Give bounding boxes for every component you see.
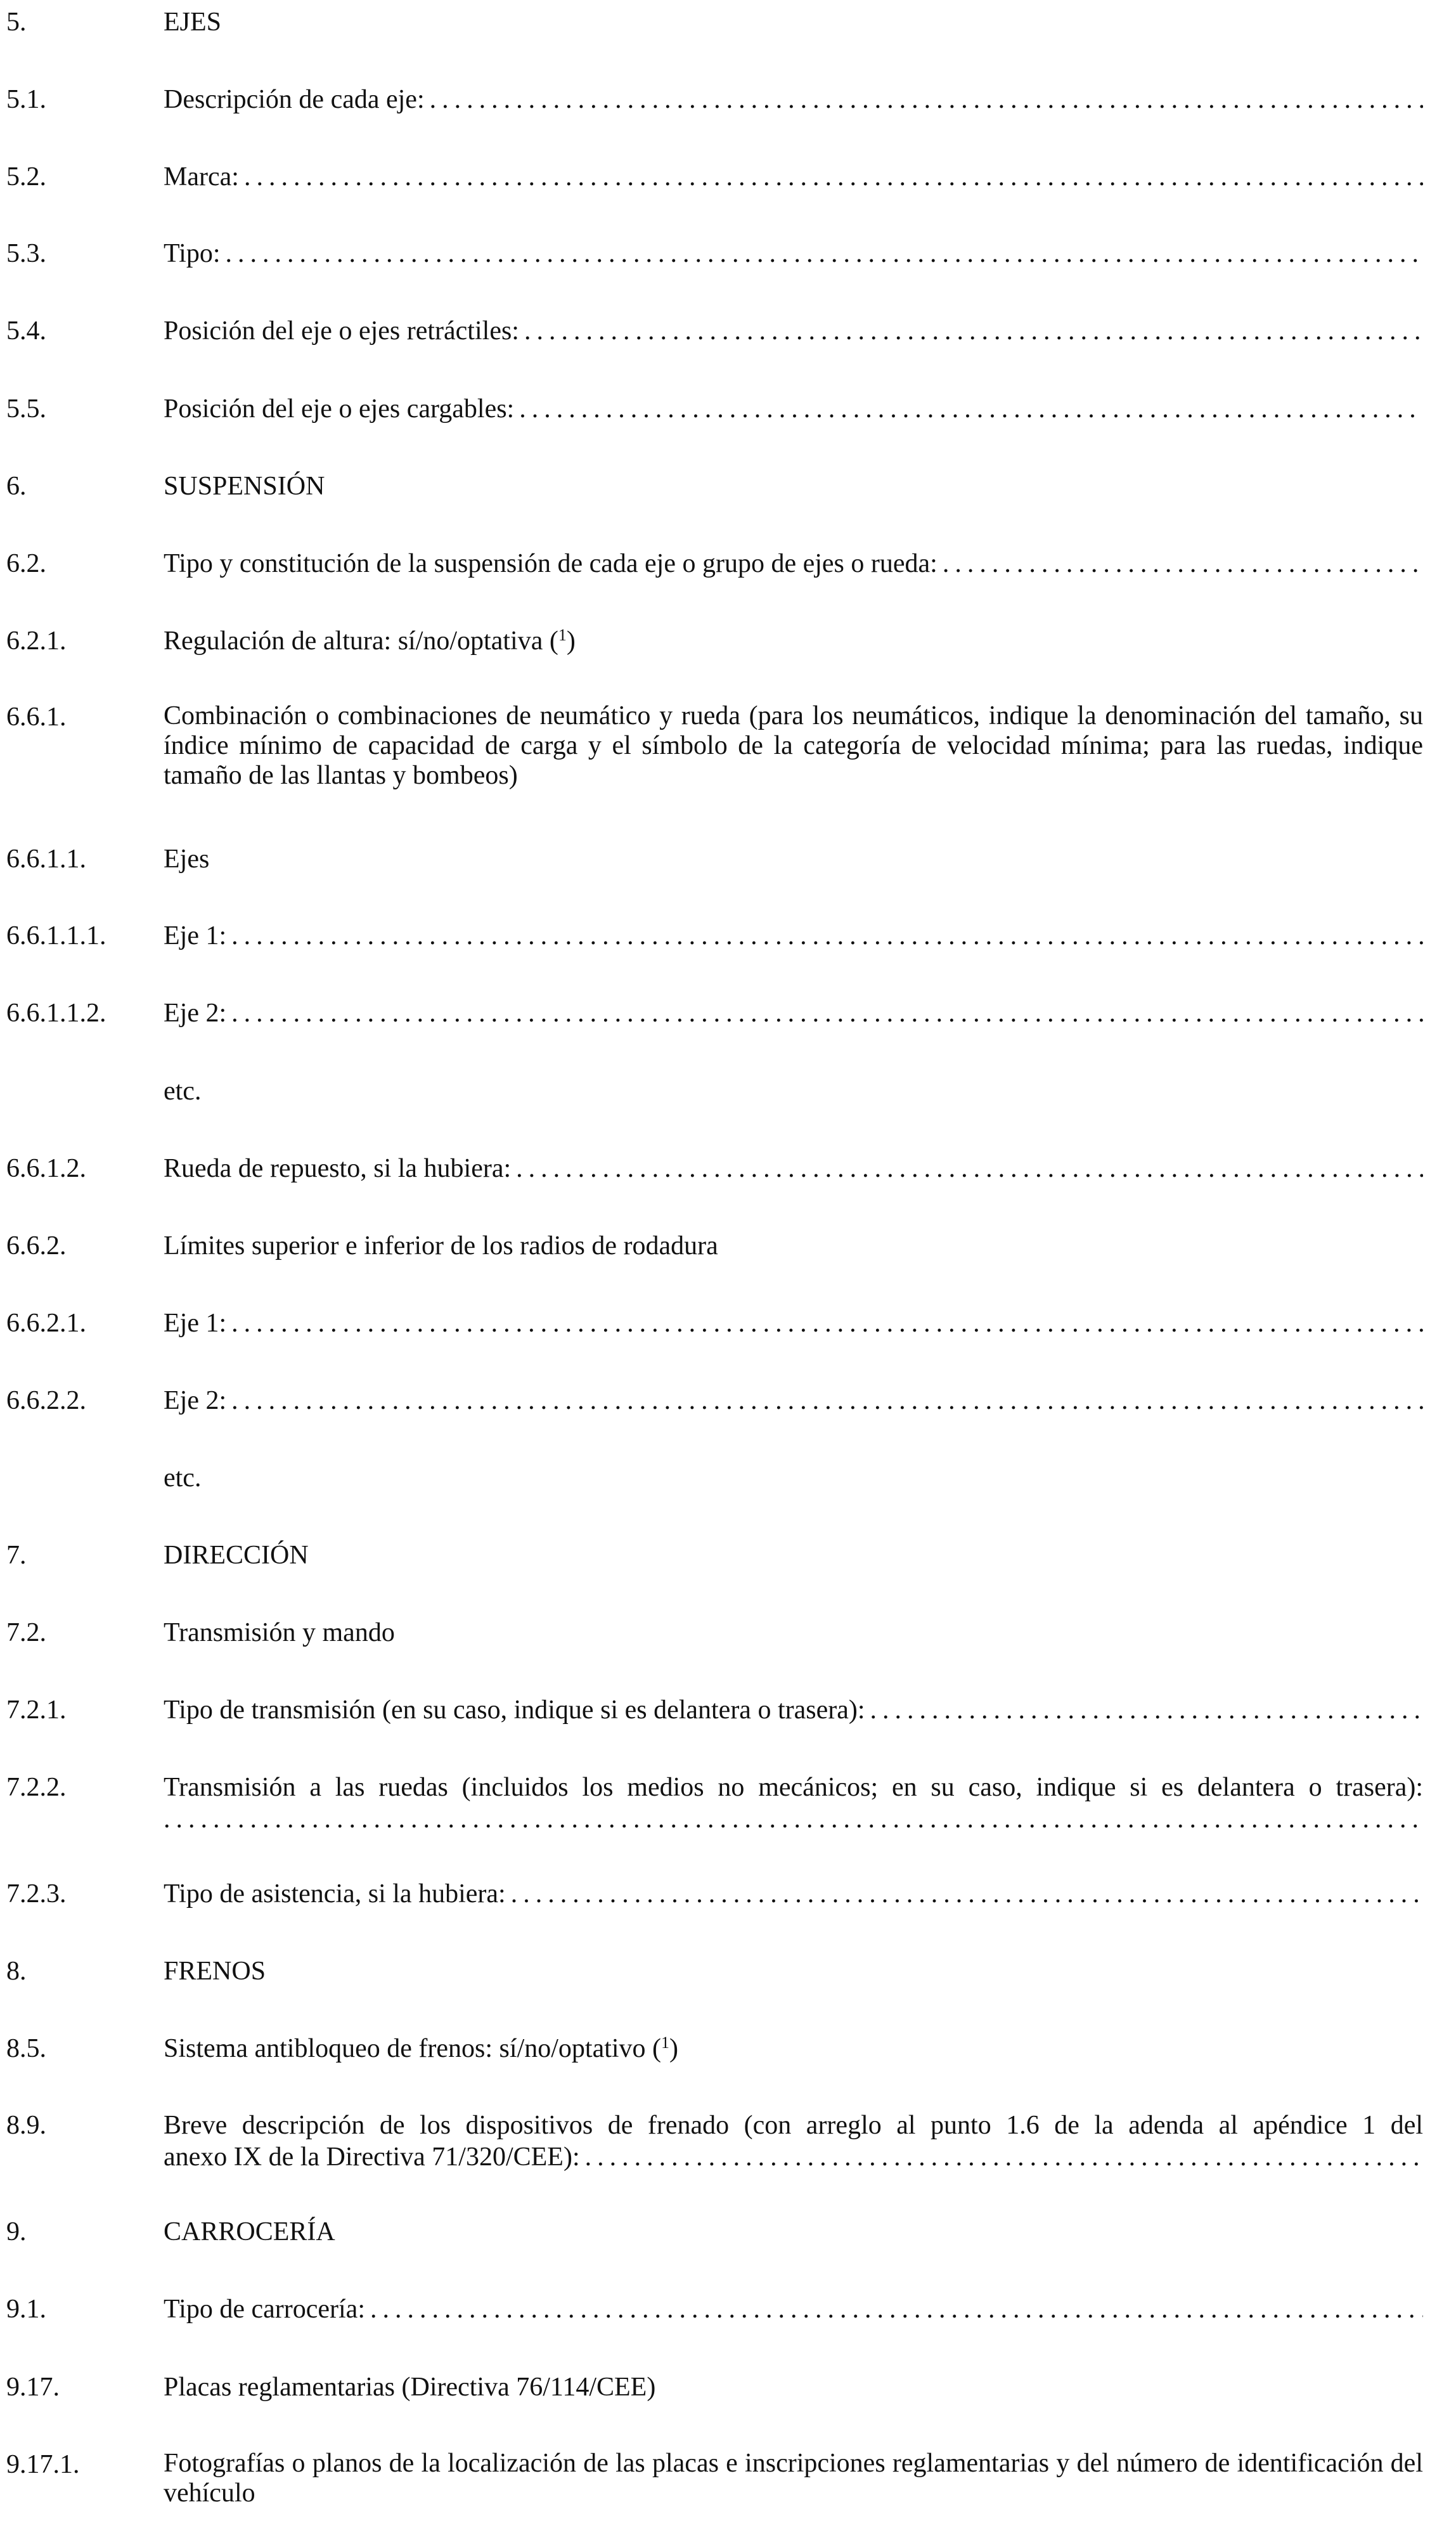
item-label: Tipo y constitución de la suspensión de cada eje o grupo de ejes o rueda: xyxy=(164,549,937,578)
item-text: etc. xyxy=(164,1463,202,1493)
item-number: 9.17.1. xyxy=(6,2450,80,2479)
form-line xyxy=(6,1385,1423,1416)
item-label-continued: anexo IX de la Directiva 71/320/CEE): xyxy=(164,2142,580,2172)
item-text: DIRECCIÓN xyxy=(164,1541,309,1570)
form-line xyxy=(6,1153,1423,1184)
item-number: 6.2. xyxy=(6,549,46,578)
item-number: 6.6.1.2. xyxy=(6,1154,86,1183)
item-number: 6.6.1. xyxy=(6,703,67,732)
item-label: Descripción de cada eje: xyxy=(164,85,425,114)
dotted-fill-line xyxy=(585,2141,1423,2173)
dotted-fill-line xyxy=(231,1307,1423,1339)
dotted-fill-line xyxy=(870,1694,1423,1726)
item-label: Transmisión a las ruedas (incluidos los medios no mecánicos; en su caso, indique si es delantera o trasera): xyxy=(164,1773,1423,1802)
section-heading-frenos xyxy=(6,1955,1423,1987)
item-number: 5.4. xyxy=(6,316,46,346)
dotted-fill-line xyxy=(244,161,1423,193)
form-line xyxy=(6,238,1423,269)
form-line xyxy=(6,1075,1423,1107)
item-number: 6.6.2.1. xyxy=(6,1309,86,1338)
item-number: 5.5. xyxy=(6,394,46,424)
section-heading-direccion xyxy=(6,1539,1423,1571)
item-number: 8.9. xyxy=(6,2111,46,2140)
form-line xyxy=(6,2110,1423,2173)
item-label: Sistema antibloqueo de frenos: sí/no/optativo ( xyxy=(164,2034,662,2063)
item-number: 9.1. xyxy=(6,2295,46,2324)
form-line xyxy=(6,843,1423,875)
dotted-fill-line xyxy=(430,84,1423,115)
item-number: 5.1. xyxy=(6,85,46,114)
form-line xyxy=(6,1878,1423,1910)
form-line xyxy=(6,393,1423,425)
item-text: Límites superior e inferior de los radios de rodadura xyxy=(164,1231,718,1261)
item-text: EJES xyxy=(164,8,222,37)
item-number: 6. xyxy=(6,472,27,501)
item-number: 7.2. xyxy=(6,1618,46,1647)
form-line xyxy=(6,1694,1423,1726)
form-line xyxy=(6,1307,1423,1339)
item-text: Ejes xyxy=(164,845,210,874)
dotted-fill-line xyxy=(943,548,1423,580)
form-line xyxy=(6,1772,1423,1835)
item-text: Transmisión y mando xyxy=(164,1618,395,1647)
form-paragraph xyxy=(6,2449,1423,2512)
form-line xyxy=(6,920,1423,952)
item-number: 6.6.1.1.2. xyxy=(6,999,106,1028)
dotted-fill-line xyxy=(370,2293,1423,2325)
section-heading-carroceria xyxy=(6,2216,1423,2248)
item-label: Posición del eje o ejes cargables: xyxy=(164,394,515,424)
item-text: Combinación o combinaciones de neumático y rueda (para los neumáticos, indique la denominación del tamaño, su índice mínimo de capacidad de carga y el símbolo de la categoría de velocidad mínima; para las ruedas, indique tamaño de las llantas y bombeos) xyxy=(164,701,1423,790)
item-text: Placas reglamentarias (Directiva 76/114/CEE) xyxy=(164,2373,656,2402)
dotted-fill-line xyxy=(164,1803,1423,1835)
dotted-fill-line xyxy=(231,920,1423,952)
item-label: Tipo: xyxy=(164,239,221,268)
form-paragraph xyxy=(6,701,1423,796)
item-number: 9. xyxy=(6,2217,27,2246)
item-label: Marca: xyxy=(164,162,239,191)
item-label: Breve descripción de los dispositivos de frenado (con arreglo al punto 1.6 de la adenda al apéndice 1 del xyxy=(164,2111,1423,2140)
item-number: 6.6.2. xyxy=(6,1231,67,1261)
item-label: Tipo de asistencia, si la hubiera: xyxy=(164,1879,506,1909)
item-number: 6.6.1.1.1. xyxy=(6,921,106,950)
item-label: Eje 2: xyxy=(164,999,227,1028)
item-label: Eje 1: xyxy=(164,921,227,950)
item-number: 7.2.2. xyxy=(6,1773,67,1802)
form-line xyxy=(6,2293,1423,2325)
dotted-fill-line xyxy=(516,1153,1423,1184)
form-line: 8.5. Sistema antibloqueo de frenos: sí/no/optativo ($^1$) xyxy=(6,2033,679,2063)
item-number: 6.6.1.1. xyxy=(6,845,86,874)
form-line xyxy=(6,1462,1423,1494)
item-number: 9.17. xyxy=(6,2373,60,2402)
dotted-fill-line xyxy=(231,1385,1423,1416)
item-text: Fotografías o planos de la localización de las placas e inscripciones reglamentarias y del número de identificación del vehículo xyxy=(164,2449,1423,2508)
dotted-fill-line xyxy=(231,997,1423,1029)
form-line: 6.2.1. Regulación de altura: sí/no/optativa ($^1$) xyxy=(6,626,576,656)
item-text: CARROCERÍA xyxy=(164,2217,335,2246)
item-number: 7.2.3. xyxy=(6,1879,67,1909)
item-label: Eje 1: xyxy=(164,1309,227,1338)
item-text: SUSPENSIÓN xyxy=(164,472,325,501)
dotted-fill-line xyxy=(511,1878,1423,1910)
item-number: 5.2. xyxy=(6,162,46,191)
item-label: Tipo de transmisión (en su caso, indique si es delantera o trasera): xyxy=(164,1695,865,1725)
item-number: 5.3. xyxy=(6,239,46,268)
dotted-fill-line xyxy=(524,315,1423,347)
footnote-reference: 1 xyxy=(558,626,567,644)
form-line xyxy=(6,997,1423,1029)
form-line xyxy=(6,2371,1423,2403)
form-line xyxy=(6,84,1423,115)
item-number: 6.2.1. xyxy=(6,626,67,656)
item-number: 7. xyxy=(6,1541,27,1570)
form-line xyxy=(6,548,1423,580)
item-label: Tipo de carrocería: xyxy=(164,2295,365,2324)
item-text: FRENOS xyxy=(164,1957,266,1986)
item-label: Eje 2: xyxy=(164,1386,227,1415)
dotted-fill-line xyxy=(519,393,1423,425)
form-line xyxy=(6,1617,1423,1649)
form-line xyxy=(6,315,1423,347)
item-number: 6.6.2.2. xyxy=(6,1386,86,1415)
item-number: 5. xyxy=(6,8,27,37)
item-label: Posición del eje o ejes retráctiles: xyxy=(164,316,519,346)
item-label: Rueda de repuesto, si la hubiera: xyxy=(164,1154,512,1183)
form-line xyxy=(6,161,1423,193)
form-line xyxy=(6,1230,1423,1262)
item-number: 8.5. xyxy=(6,2034,46,2063)
item-label: Regulación de altura: sí/no/optativa ( xyxy=(164,626,558,656)
section-heading-suspension xyxy=(6,470,1423,502)
item-number: 8. xyxy=(6,1957,27,1986)
section-heading-ejes xyxy=(6,6,1423,38)
dotted-fill-line xyxy=(226,238,1423,269)
item-number: 7.2.1. xyxy=(6,1695,67,1725)
footnote-reference: 1 xyxy=(661,2033,670,2052)
item-text: etc. xyxy=(164,1077,202,1106)
